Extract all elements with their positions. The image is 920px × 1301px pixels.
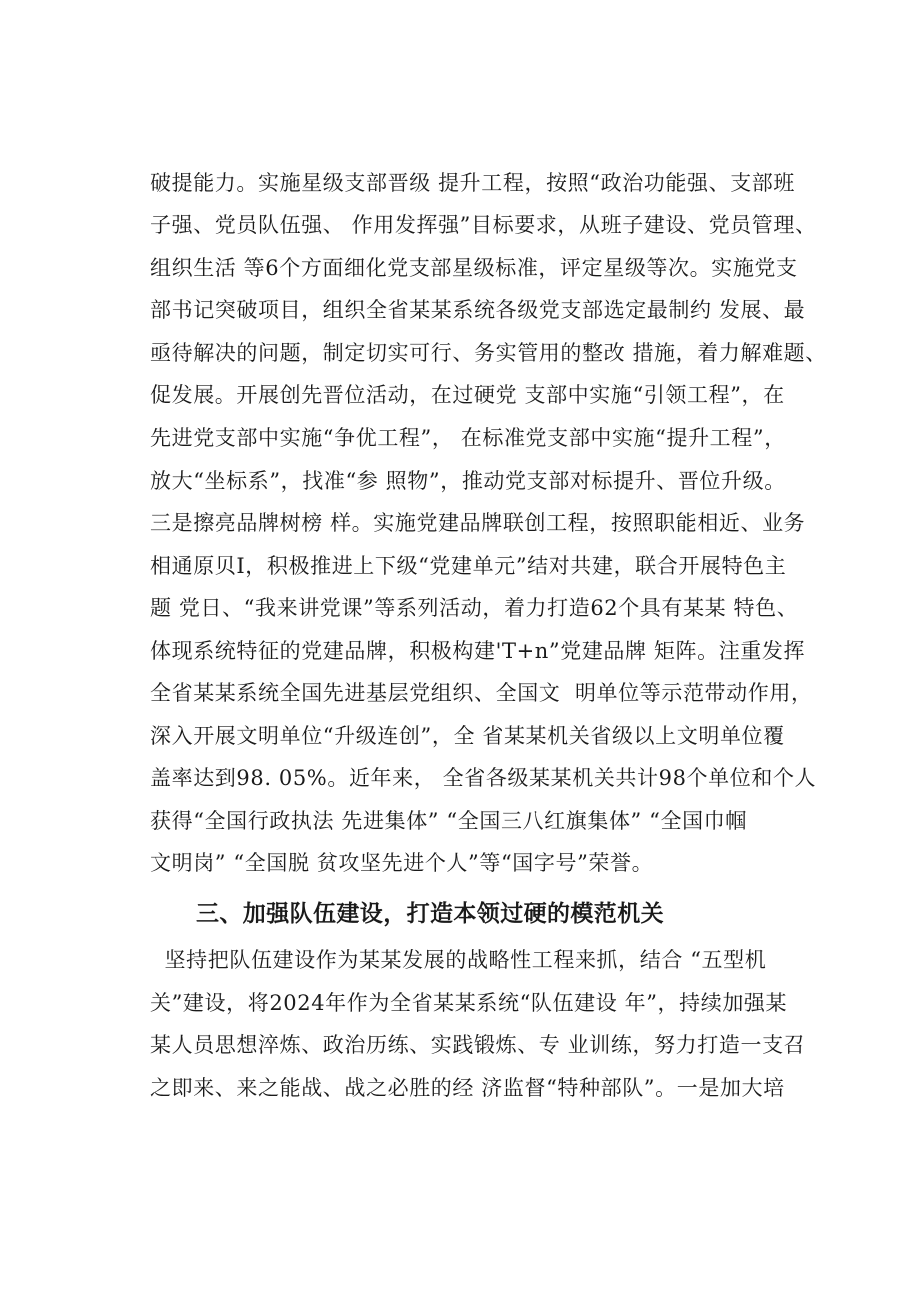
text-line: 某人员思想淬炼、政治历练、实践锻炼、专 业训练，努力打造一支召 [150, 1033, 806, 1057]
text-line: 部书记突破项目，组织全省某某系统各级党支部选定最制约 发展、最 [150, 298, 806, 322]
text-line: 深入开展文明单位“升级连创”，全 省某某机关省级以上文明单位覆 [150, 724, 785, 748]
text-line: 促发展。开展创先晋位活动，在过硬党 支部中实施“引领工程”，在 [150, 383, 785, 407]
section-heading: 三、加强队伍建设，打造本领过硬的模范机关 [196, 901, 664, 927]
text-line: 盖率达到98. 05%。近年来， 全省各级某某机关共计98个单位和个人 [150, 766, 817, 790]
text-line: 破提能力。实施星级支部晋级 提升工程，按照“政治功能强、支部班 [150, 171, 796, 195]
text-line: 获得“全国行政执法 先进集体” “全国三八红旗集体” “全国巾帼 [150, 809, 747, 833]
text-line: 子强、党员队伍强、 作用发挥强”目标要求，从班子建设、党员管理、 [150, 213, 817, 237]
text-line: 先进党支部中实施“争优工程”， 在标准党支部中实施“提升工程”， [150, 426, 786, 450]
text-line: 题 党日、“我来讲党课”等系列活动，着力打造62个具有某某 特色、 [150, 596, 799, 620]
text-line: 坚持把队伍建设作为某某发展的战略性工程来抓，结合 “五型机 [150, 948, 767, 972]
text-line: 文明岗” “全国脱 贫攻坚先进个人”等“国字号”荣誉。 [150, 851, 654, 875]
text-line: 体现系统特征的党建品牌，积极构建'T+n”党建品牌 矩阵。注重发挥 [150, 639, 806, 663]
text-line: 关”建设，将2024年作为全省某某系统“队伍建设 年”，持续加强某 [150, 991, 788, 1015]
text-line: 之即来、来之能战、战之必胜的经 济监督“特种部队”。一是加大培 [150, 1076, 785, 1100]
text-line: 三是擦亮品牌树榜 样。实施党建品牌联创工程，按照职能相近、业务 [150, 511, 806, 535]
text-line: 相通原贝I，积极推进上下级“党建单元”结对共建，联合开展特色主 [150, 554, 787, 578]
text-line: 全省某某系统全国先进基层党组织、全国文 明单位等示范带动作用， [150, 681, 813, 705]
text-line: 组织生活 等6个方面细化党支部星级标准，评定星级等次。实施党支 [150, 256, 798, 280]
text-line: 放大“坐标系”，找准“参 照物”，推动党支部对标提升、晋位升级。 [150, 469, 786, 493]
text-line: 亟待解决的问题，制定切实可行、务实管用的整改 措施，着力解难题、 [150, 341, 827, 365]
